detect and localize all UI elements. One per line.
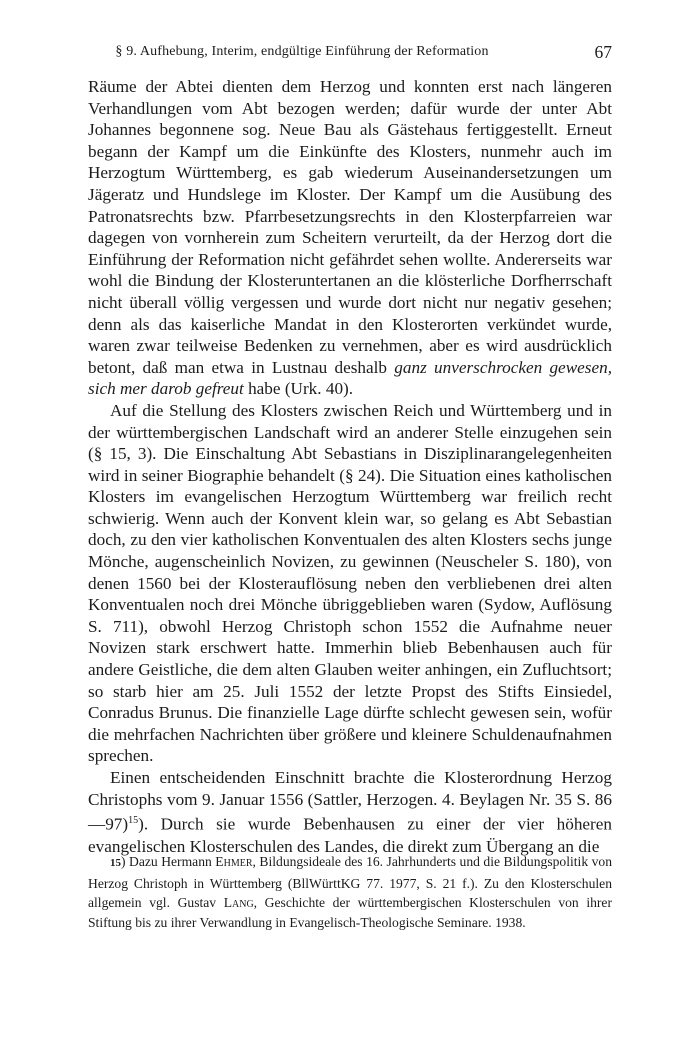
paragraph-1-text-end: habe (Urk. 40). (243, 379, 354, 399)
paragraph-2: Auf die Stellung des Klosters zwischen Reich und Württemberg und in der württembergischen Landschaft wird an anderer Stelle einzugehen sein (§ 15, 3). Die Einschaltung Abt Sebastians in Disziplinarangelegenheiten wird in seiner Biographie behandelt (§ 24). Die Situation eines katholischen Klosters im evangelischen Herzogtum Württemberg war freilich recht schwierig. Wenn auch der Konvent klein war, so gelang es Abt Sebastian doch, zu den vier katholischen Konventualen des alten Klosters sechs junge Mönche, augenscheinlich Novizen, zu gewinnen (Neuscheler S. 180), von denen 1560 bei der Klosterauflösung neben den verbliebenen drei alten Konventualen noch drei Mönche übriggeblieben waren (Sydow, Auflösung S. 711), obwohl Herzog Christoph schon 1552 die Aufnahme neuer Novizen stark erschwert hatte. Immerhin blieb Bebenhausen auch für andere Geistliche, die dem alten Glauben weiter anhingen, ein Zufluchtsort; so starb hier am 25. Juli 1552 der letzte Propst des Stifts Einsiedel, Conradus Brunus. Die finanzielle Lage dürfte schlecht gewesen sein, wofür die mehrfachen Nachrichten über größere und kleinere Schuldenaufnahmen sprechen. (88, 400, 612, 766)
footnote-text-3: , Geschichte der württembergischen Klosterschulen von ihrer Stiftung bis zu ihrer Verwandlung in Evangelisch-Theologische Seminare. 1938. (88, 895, 612, 930)
paragraph-1 (88, 76, 612, 400)
footnote-author-1: Ehmer (215, 854, 253, 869)
footnote-text-1: ) Dazu Hermann (121, 854, 216, 869)
running-title: § 9. Aufhebung, Interim, endgültige Einführung der Reformation (115, 44, 489, 59)
footnote-text-2: , Bildungsideale des 16. Jahrhunderts und die Bildungspolitik von Herzog Christoph in Württemberg (BllWürttKG 77. 1977, S. 21 f.). Zu den Klosterschulen allgemein vgl. Gustav (88, 854, 613, 911)
body-text (88, 76, 612, 857)
paragraph-3 (88, 767, 612, 857)
footnote-15 (88, 852, 612, 932)
paragraph-1-text: Räume der Abtei dienten dem Herzog und konnten erst nach längeren Verhandlungen vom Abt bezogen werden; dafür wurde der unter Abt Johannes begonnene sog. Neue Bau als Gästehaus fertiggestellt. Erneut begann der Kampf um die Einkünfte des Klosters, nunmehr auch im Herzogtum Württemberg, es gab wiederum Auseinandersetzungen um Jägeratz und Hundslege im Kloster. Der Kampf um die Ausübung des Patronatsrechts bzw. Pfarrbesetzungsrechts in den Klosterpfarreien war dagegen von vornherein zum Scheitern verurteilt, da der Herzog dort die Einführung der Reformation nicht gefährdet sehen wollte. Andererseits war wohl die Bindung der Klosteruntertanen an die klösterliche Dorfherrschaft nicht überall völlig vergessen und wurde dort nicht nur negativ gesehen; denn als das kaiserliche Mandat in den Klosterorten verkündet wurde, waren zwar teilweise Bedenken zu vernehmen, aber es wird ausdrücklich betont, daß man etwa in Lustnau deshalb (88, 77, 612, 377)
running-header (88, 44, 612, 70)
footnote-reference: 15 (128, 815, 139, 827)
paragraph-3-text-end: ). Durch sie wurde Bebenhausen zu einer der vier höheren evangelischen Klosterschulen des Landes, die direkt zum Übergang an die (88, 814, 612, 856)
footnote-mark: 15 (110, 857, 121, 869)
footnote-author-2: Lang (223, 895, 254, 911)
paragraph-3-text: Einen entscheidenden Einschnitt brachte die Klosterordnung Herzog Christophs vom 9. Januar 1556 (Sattler, Herzogen. 4. Beylagen Nr. 35 S. 86—97) (88, 768, 612, 834)
paragraph-1-quote: ganz unverschrocken gewesen, sich mer darob gefreut (88, 357, 612, 399)
page-number: 67 (594, 42, 612, 62)
